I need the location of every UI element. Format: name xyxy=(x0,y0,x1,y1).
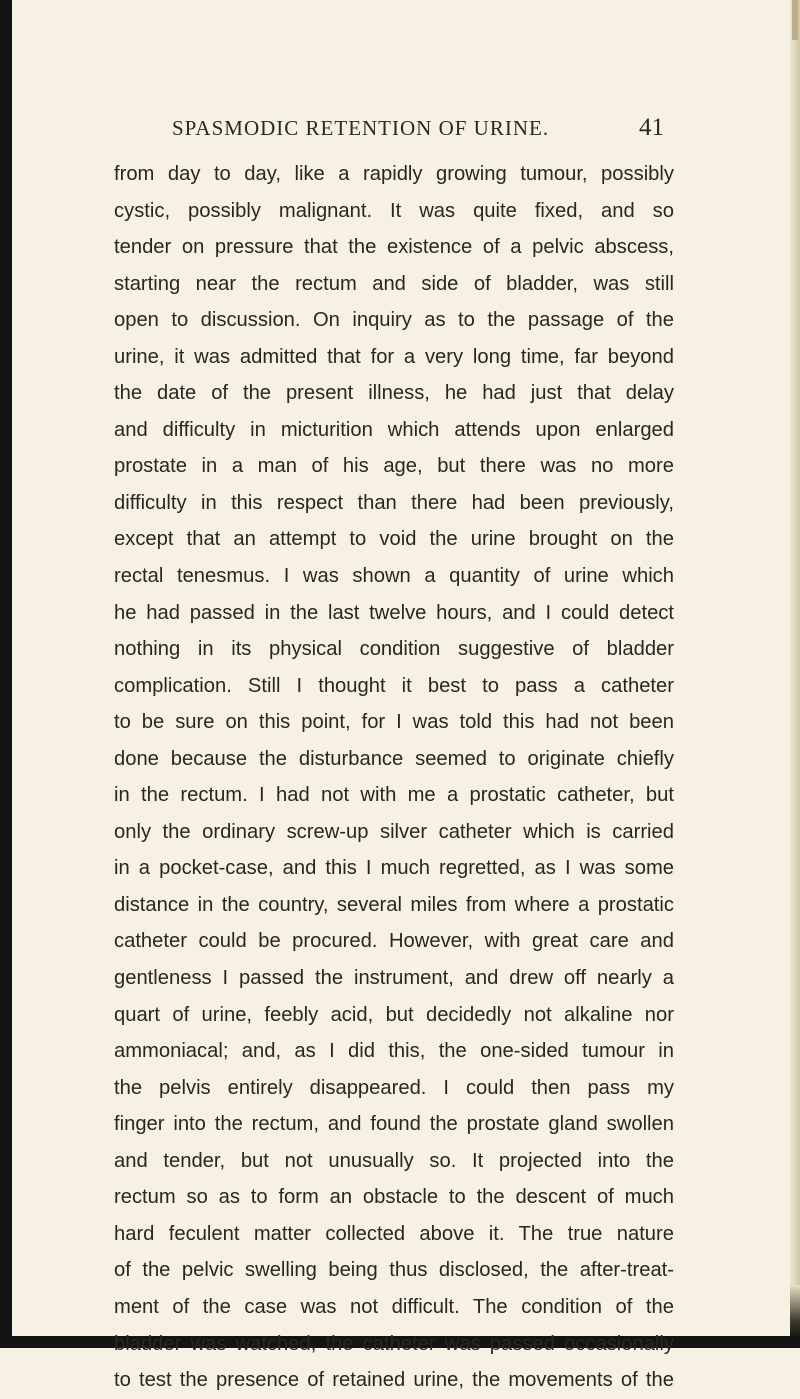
text-line: difficulty in this respect than there had been previously, xyxy=(114,491,674,514)
text-line: complication. Still I thought it best to pass a catheter xyxy=(114,674,674,697)
text-line: urine, it was admitted that for a very long time, far beyond xyxy=(114,345,674,368)
text-line: cystic, possibly malignant. It was quite fixed, and so xyxy=(114,199,674,222)
text-line: from day to day, like a rapidly growing tumour, possibly xyxy=(114,163,674,185)
text-line: of the pelvic swelling being thus disclosed, the after-treat- xyxy=(114,1259,674,1282)
text-line: the date of the present illness, he had just that delay xyxy=(114,382,674,405)
text-line: tender on pressure that the existence of a pelvic abscess, xyxy=(114,236,674,259)
text-line: open to discussion. On inquiry as to the passage of the xyxy=(114,309,674,332)
text-line: in a pocket-case, and this I much regretted, as I was some xyxy=(114,857,674,880)
page-edge-mark xyxy=(792,0,798,40)
text-line: distance in the country, several miles from where a prostatic xyxy=(114,893,674,916)
text-line: starting near the rectum and side of bladder, was still xyxy=(114,272,674,295)
page-right-edge xyxy=(790,0,800,1348)
running-title: SPASMODIC RETENTION OF URINE. xyxy=(172,116,550,140)
text-line: the pelvis entirely disappeared. I could then pass my xyxy=(114,1076,674,1099)
text-line: gentleness I passed the instrument, and drew off nearly a xyxy=(114,967,674,990)
text-line: rectum so as to form an obstacle to the descent of much xyxy=(114,1186,674,1209)
text-line: hard feculent matter collected above it. The true nature xyxy=(114,1222,674,1245)
running-header xyxy=(172,114,664,146)
body-paragraph xyxy=(114,156,674,1399)
text-line: prostate in a man of his age, but there was no more xyxy=(114,455,674,478)
text-line: and tender, but not unusually so. It projected into the xyxy=(114,1149,674,1172)
text-line: only the ordinary screw-up silver catheter which is carried xyxy=(114,820,674,843)
text-line: done because the disturbance seemed to originate chiefly xyxy=(114,747,674,770)
text-line: finger into the rectum, and found the prostate gland swollen xyxy=(114,1113,674,1136)
scan-left-border xyxy=(0,0,12,1348)
text-line: bladder was watched, the catheter was passed occasionally xyxy=(114,1332,674,1355)
text-line: except that an attempt to void the urine brought on the xyxy=(114,528,674,551)
text-line: ammoniacal; and, as I did this, the one-sided tumour in xyxy=(114,1040,674,1063)
text-line: in the rectum. I had not with me a prostatic catheter, but xyxy=(114,784,674,807)
page-corner-shadow xyxy=(790,1285,800,1337)
text-line: and difficulty in micturition which attends upon enlarged xyxy=(114,418,674,441)
text-line: rectal tenesmus. I was shown a quantity of urine which xyxy=(114,565,674,588)
text-line: to be sure on this point, for I was told this had not been xyxy=(114,711,674,734)
text-line: quart of urine, feebly acid, but decidedly not alkaline nor xyxy=(114,1003,674,1026)
page-number: 41 xyxy=(639,114,664,141)
text-line: ment of the case was not difficult. The condition of the xyxy=(114,1295,674,1318)
text-line: he had passed in the last twelve hours, and I could detect xyxy=(114,601,674,624)
text-line: nothing in its physical condition suggestive of bladder xyxy=(114,638,674,661)
text-line: catheter could be procured. However, with great care and xyxy=(114,930,674,953)
text-line: to test the presence of retained urine, the movements of the xyxy=(114,1369,674,1392)
